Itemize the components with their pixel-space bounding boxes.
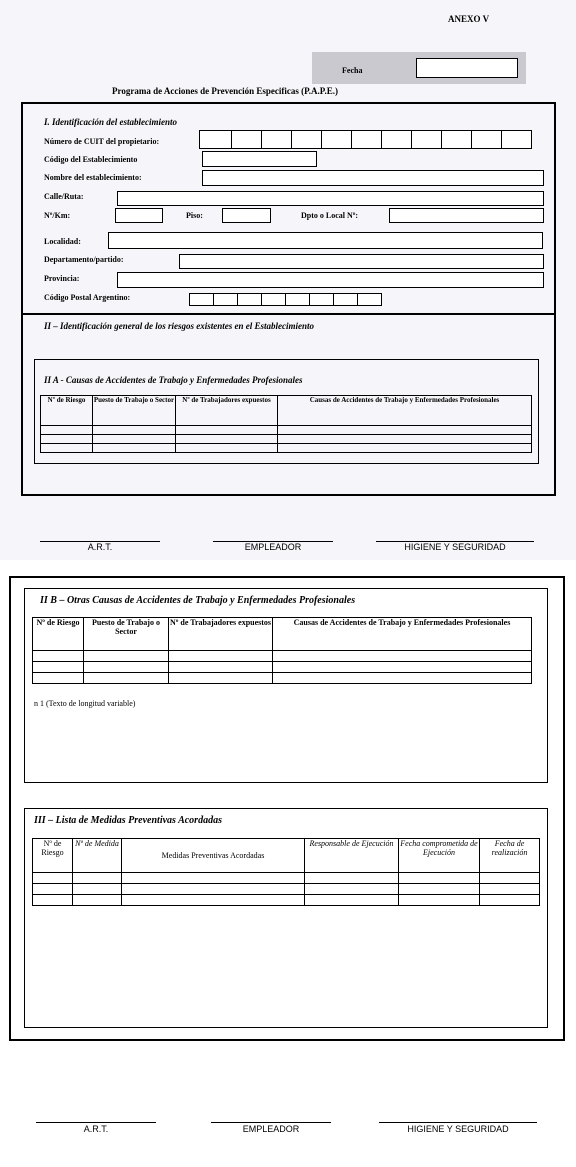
section2b-title: II B – Otras Causas de Accidentes de Trabajo y Enfermedades Profesionales — [40, 595, 356, 606]
table-row[interactable] — [33, 662, 532, 673]
col-header: Nº de Riesgo — [41, 396, 93, 426]
col-header: Causas de Accidentes de Trabajo y Enfermedades Profesionales — [273, 618, 532, 651]
date-field[interactable] — [416, 58, 518, 78]
cuit-input-grid[interactable] — [200, 130, 532, 149]
col-header: Nº de Trabajadores expuestos — [176, 396, 278, 426]
dept-label: Dpto o Local Nº: — [301, 211, 359, 220]
form-page-1 — [0, 0, 576, 560]
section3-table — [32, 838, 540, 906]
section2a-title: II A - Causas de Accidentes de Trabajo y Enfermedades Profesionales — [44, 375, 303, 385]
postal-code-label: Código Postal Argentino: — [44, 293, 131, 302]
signature-label-employer-2: EMPLEADOR — [242, 1124, 300, 1134]
street-field[interactable] — [117, 191, 544, 206]
table-row[interactable] — [33, 873, 540, 884]
table-row[interactable] — [33, 884, 540, 895]
signature-line-art-2 — [36, 1122, 156, 1123]
signature-line-employer-2 — [211, 1122, 331, 1123]
signature-label-art: A.R.T. — [87, 542, 113, 552]
section2a-table — [40, 395, 532, 453]
date-label: Fecha — [342, 66, 363, 75]
col-header: Medidas Preventivas Acordadas — [122, 839, 305, 873]
section2-title: II – Identificación general de los riesgos existentes en el Establecimiento — [44, 321, 314, 331]
col-header: Nº de Riesgo — [33, 839, 73, 873]
program-title: Programa de Acciones de Prevención Especificas (P.A.P.E.) — [112, 86, 338, 96]
table-row[interactable] — [33, 673, 532, 684]
table-row[interactable] — [41, 426, 532, 435]
province-field[interactable] — [117, 272, 544, 288]
establishment-name-label: Nombre del establecimiento: — [44, 173, 142, 182]
col-header: Responsable de Ejecución — [305, 839, 399, 873]
section3-title: III – Lista de Medidas Preventivas Acordadas — [34, 815, 222, 826]
col-header: Causas de Accidentes de Trabajo y Enfermedades Profesionales — [278, 396, 532, 426]
col-header: Puesto de Trabajo o Sector — [93, 396, 176, 426]
signature-label-employer: EMPLEADOR — [244, 542, 302, 552]
table-row[interactable] — [41, 435, 532, 444]
street-label: Calle/Ruta: — [44, 192, 84, 201]
col-header: Nº de Trabajadores expuestos — [169, 618, 273, 651]
section-divider — [21, 313, 556, 315]
locality-label: Localidad: — [44, 237, 81, 246]
establishment-name-field[interactable] — [202, 170, 544, 186]
cuit-label: Número de CUIT del propietario: — [44, 137, 160, 146]
signature-label-art-2: A.R.T. — [83, 1124, 109, 1134]
signature-label-safety-2: HIGIENE Y SEGURIDAD — [407, 1124, 509, 1134]
postal-code-input-grid[interactable] — [190, 293, 382, 306]
annex-label: ANEXO V — [448, 14, 490, 24]
establishment-code-field[interactable] — [202, 151, 317, 167]
table-row[interactable] — [41, 444, 532, 453]
col-header: Puesto de Trabajo o Sector — [84, 618, 169, 651]
district-label: Departamento/partido: — [44, 255, 124, 264]
section1-title: I. Identificación del establecimiento — [44, 117, 177, 127]
dept-field[interactable] — [389, 208, 544, 223]
number-label: Nº/Km: — [44, 211, 71, 220]
variable-text-note: n 1 (Texto de longitud variable) — [34, 699, 136, 708]
establishment-code-label: Código del Establecimiento — [44, 155, 138, 164]
floor-label: Piso: — [186, 211, 203, 220]
col-header: Fecha comprometida de Ejecución — [399, 839, 480, 873]
date-panel — [312, 52, 526, 84]
section2b-table — [32, 617, 532, 684]
col-header: Nº de Riesgo — [33, 618, 84, 651]
signature-line-safety-2 — [379, 1122, 537, 1123]
signature-label-safety: HIGIENE Y SEGURIDAD — [404, 542, 506, 552]
floor-field[interactable] — [222, 208, 271, 223]
district-field[interactable] — [179, 254, 544, 269]
table-row[interactable] — [33, 895, 540, 906]
province-label: Provincia: — [44, 274, 80, 283]
number-field[interactable] — [115, 208, 163, 223]
col-header: Nº de Medida — [73, 839, 122, 873]
locality-field[interactable] — [108, 232, 543, 249]
table-row[interactable] — [33, 651, 532, 662]
col-header: Fecha de realización — [480, 839, 540, 873]
